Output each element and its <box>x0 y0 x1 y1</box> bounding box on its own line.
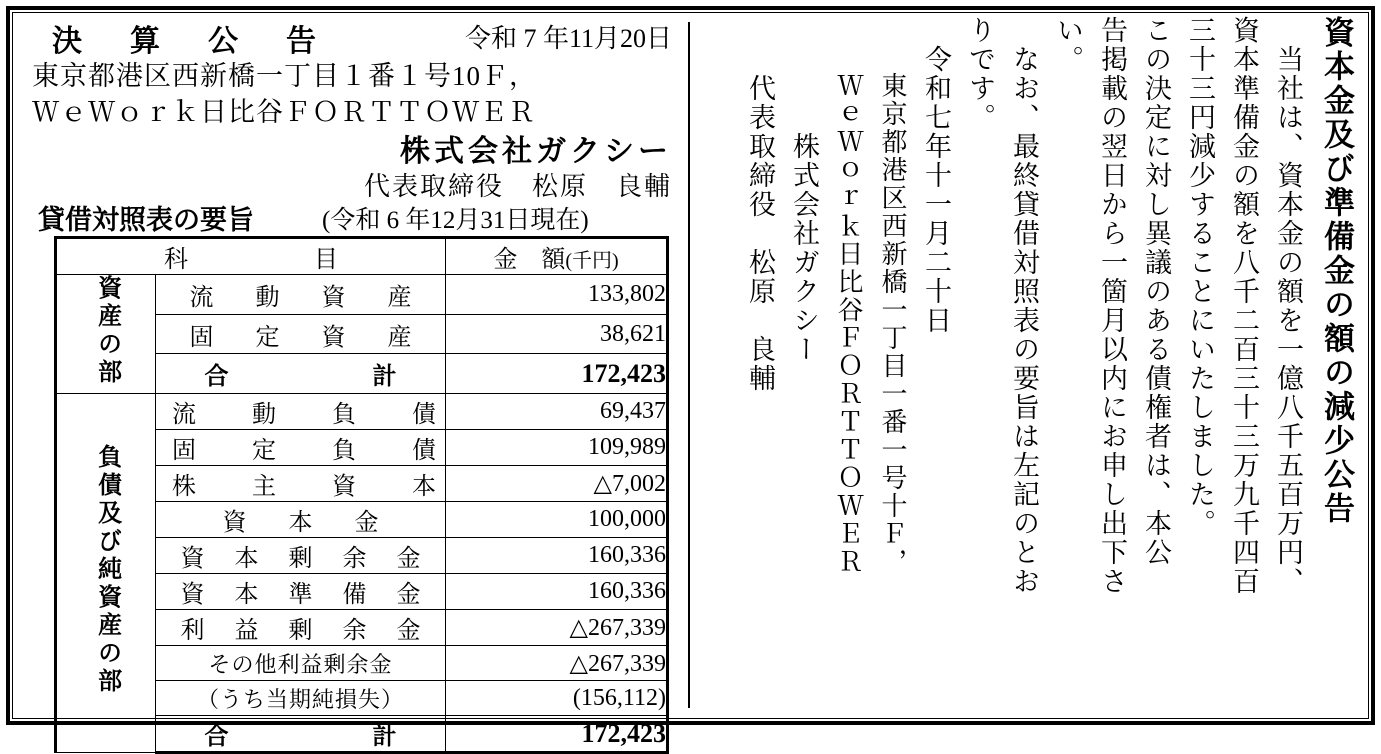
item-amount: △267,339 <box>446 646 668 681</box>
notice-title: 資本金及び準備金の額の減少公告 <box>1319 16 1354 526</box>
item-amount: (156,112) <box>446 681 668 716</box>
item-amount: 160,336 <box>446 538 668 574</box>
company-name: 株式会社ガクシー <box>400 135 672 168</box>
balance-sheet-title: 貸借対照表の要旨 <box>38 205 254 235</box>
balance-sheet-table <box>54 236 669 754</box>
item-label: 資 本 剰 余 金 <box>156 538 446 574</box>
item-amount: 69,437 <box>446 394 668 430</box>
item-amount: 100,000 <box>446 502 668 538</box>
notice-line-5: 告掲載の翌日から一箇月以内にお申し出下さ <box>1097 16 1127 596</box>
financial-statement-section <box>22 14 672 751</box>
notice-address-1: 東京都港区西新橋一丁目一番一号十Ｆ， <box>878 16 907 576</box>
notice-line-1: 当社は、資本金の額を一億八千五百万円、 <box>1273 16 1303 596</box>
assets-total-label: 合 計 <box>156 354 446 394</box>
item-label: 固 定 負 債 <box>156 430 446 466</box>
table-row <box>56 394 668 430</box>
item-amount: 133,802 <box>446 275 668 315</box>
capital-reduction-notice <box>700 16 1360 716</box>
notice-line-6: い。 <box>1053 16 1083 74</box>
item-label: その他利益剰余金 <box>156 646 446 681</box>
item-amount: △267,339 <box>446 610 668 646</box>
representative-name: 代表取締役 松原 良輔 <box>363 172 672 201</box>
announcement-title: 決 算 公 告 <box>52 25 325 58</box>
item-amount: 160,336 <box>446 574 668 610</box>
item-amount: △7,002 <box>446 466 668 502</box>
item-label: 株 主 資 本 <box>156 466 446 502</box>
header-amount <box>446 238 668 275</box>
item-label: 流 動 負 債 <box>156 394 446 430</box>
item-label: 流 動 資 産 <box>156 275 446 315</box>
announcement-date: 令和 7 年11月20日 <box>464 24 672 53</box>
notice-rep: 代表取締役 松原 良輔 <box>745 16 775 393</box>
notice-line-4: この決定に対し異議のある債権者は、本公 <box>1141 16 1171 567</box>
notice-date: 令和七年十一月二十日 <box>921 16 951 335</box>
table-row <box>56 275 668 315</box>
table-header-row <box>56 238 668 275</box>
notice-address-2: ＷｅＷｏｒｋ日比谷ＦＯＲＴＴＯＷＥＲ <box>834 16 863 576</box>
item-amount: 109,989 <box>446 430 668 466</box>
item-label: 利 益 剰 余 金 <box>156 610 446 646</box>
category-assets-label: 資産の部 <box>93 275 120 387</box>
item-label: 資 本 金 <box>156 502 446 538</box>
company-address-line1: 東京都港区西新橋一丁目１番１号10Ｆ， <box>32 61 537 91</box>
category-assets <box>56 275 156 394</box>
company-address-line2: ＷｅＷｏｒｋ日比谷ＦＯＲＴＴＯＷＥＲ <box>32 97 536 127</box>
vertical-divider <box>688 22 690 708</box>
header-amount-unit: (千円) <box>565 250 619 272</box>
item-label: （うち当期純損失） <box>156 681 446 716</box>
liabilities-total-label: 合 計 <box>156 716 446 753</box>
liabilities-total-amount: 172,423 <box>446 716 668 753</box>
header-item: 科 目 <box>56 238 446 275</box>
notice-company: 株式会社ガクシー <box>789 16 819 364</box>
notice-line-2: 資本準備金の額を八千二百三十三万九千四百 <box>1229 16 1259 596</box>
balance-sheet-date: (令和 6 年12月31日現在) <box>322 207 589 234</box>
category-liabilities <box>56 394 156 753</box>
notice-line-3: 三十三円減少することにいたしました。 <box>1185 16 1215 538</box>
assets-total-amount: 172,423 <box>446 354 668 394</box>
notice-line-8: りです。 <box>965 16 995 132</box>
header-amount-label: 金 額 <box>493 247 566 273</box>
item-amount: 38,621 <box>446 314 668 354</box>
notice-line-7: なお、最終貸借対照表の要旨は左記のとお <box>1009 16 1039 596</box>
item-label: 資 本 準 備 金 <box>156 574 446 610</box>
category-liabilities-label: 負債及び純資産の部 <box>93 444 120 697</box>
item-label: 固 定 資 産 <box>156 314 446 354</box>
